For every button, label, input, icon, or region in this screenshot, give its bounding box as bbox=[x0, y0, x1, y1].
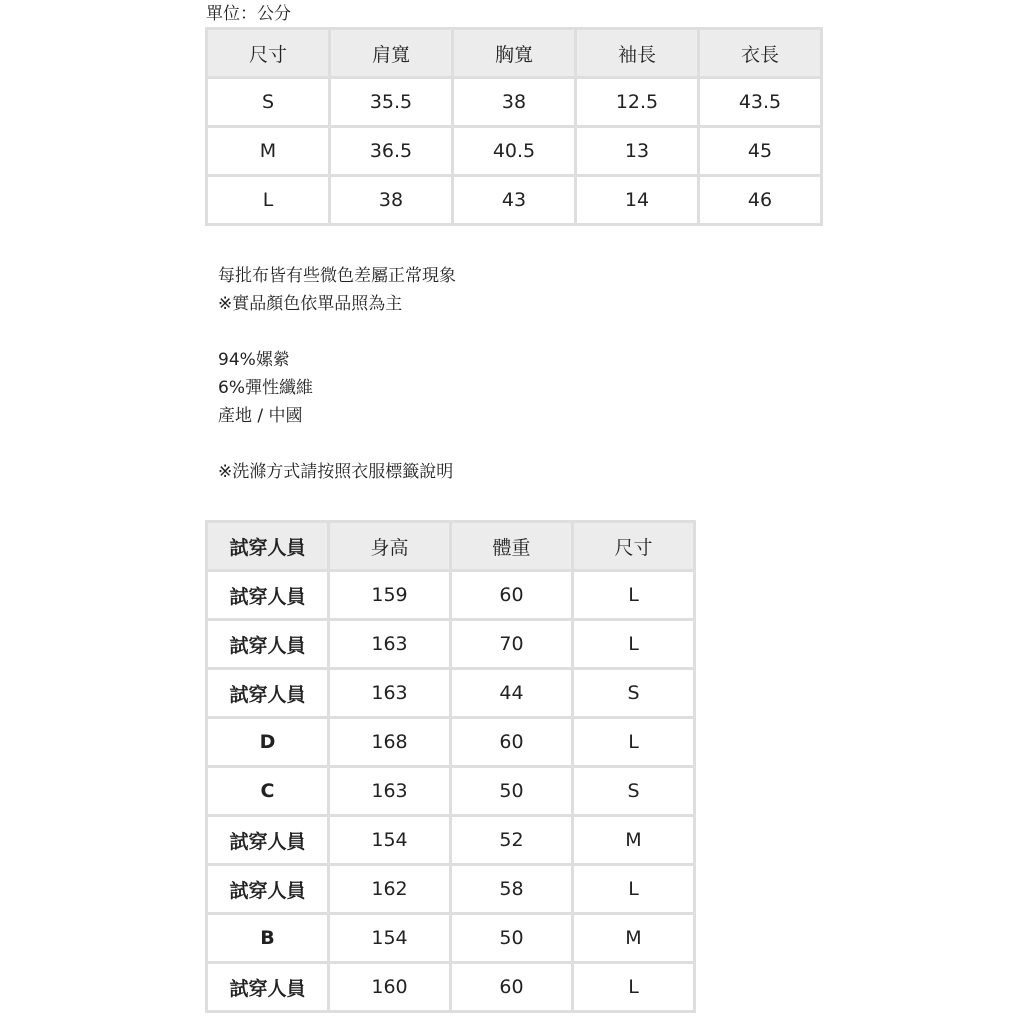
table-cell: L bbox=[573, 718, 695, 767]
table-cell: 44 bbox=[451, 669, 573, 718]
table-cell: L bbox=[573, 571, 695, 620]
model-table-header-row bbox=[207, 522, 695, 571]
table-cell: 試穿人員 bbox=[207, 669, 329, 718]
table-cell: M bbox=[207, 127, 330, 176]
color-note-2: ※實品顏色依單品照為主 bbox=[218, 294, 403, 314]
table-cell: 154 bbox=[329, 914, 451, 963]
header-chest-width: 胸寬 bbox=[453, 29, 576, 78]
table-row bbox=[207, 669, 695, 718]
table-cell: 160 bbox=[329, 963, 451, 1012]
table-row bbox=[207, 620, 695, 669]
table-row bbox=[207, 571, 695, 620]
table-cell: 168 bbox=[329, 718, 451, 767]
table-row bbox=[207, 865, 695, 914]
table-cell: 163 bbox=[329, 620, 451, 669]
table-cell: 60 bbox=[451, 963, 573, 1012]
table-row bbox=[207, 914, 695, 963]
table-row bbox=[207, 78, 822, 127]
table-cell: 50 bbox=[451, 767, 573, 816]
wash-note: ※洗滌方式請按照衣服標籤說明 bbox=[218, 462, 454, 482]
table-cell: 163 bbox=[329, 767, 451, 816]
table-cell: 162 bbox=[329, 865, 451, 914]
table-cell: L bbox=[207, 176, 330, 225]
table-cell: S bbox=[573, 767, 695, 816]
table-cell: L bbox=[573, 865, 695, 914]
header-sleeve-length: 袖長 bbox=[576, 29, 699, 78]
origin-line: 產地 / 中國 bbox=[218, 406, 303, 426]
table-cell: 159 bbox=[329, 571, 451, 620]
table-cell: 43 bbox=[453, 176, 576, 225]
table-cell: L bbox=[573, 963, 695, 1012]
table-cell: 38 bbox=[453, 78, 576, 127]
header-garment-length: 衣長 bbox=[699, 29, 822, 78]
table-cell: 52 bbox=[451, 816, 573, 865]
spacer bbox=[218, 430, 456, 458]
table-row bbox=[207, 816, 695, 865]
table-cell: 12.5 bbox=[576, 78, 699, 127]
table-cell: 50 bbox=[451, 914, 573, 963]
size-chart-table bbox=[205, 27, 823, 226]
spacer bbox=[218, 318, 456, 346]
size-chart-header-row bbox=[207, 29, 822, 78]
table-cell: C bbox=[207, 767, 329, 816]
table-cell: 36.5 bbox=[330, 127, 453, 176]
table-cell: 163 bbox=[329, 669, 451, 718]
table-cell: S bbox=[573, 669, 695, 718]
table-cell: 46 bbox=[699, 176, 822, 225]
table-cell: D bbox=[207, 718, 329, 767]
table-cell: 試穿人員 bbox=[207, 816, 329, 865]
model-fit-table bbox=[205, 520, 696, 1013]
table-cell: S bbox=[207, 78, 330, 127]
table-cell: M bbox=[573, 816, 695, 865]
header-height: 身高 bbox=[329, 522, 451, 571]
table-row bbox=[207, 718, 695, 767]
header-weight: 體重 bbox=[451, 522, 573, 571]
table-cell: 45 bbox=[699, 127, 822, 176]
table-row bbox=[207, 767, 695, 816]
table-cell: 60 bbox=[451, 718, 573, 767]
table-cell: 35.5 bbox=[330, 78, 453, 127]
table-cell: L bbox=[573, 620, 695, 669]
color-note-1: 每批布皆有些微色差屬正常現象 bbox=[218, 266, 456, 286]
table-cell: 13 bbox=[576, 127, 699, 176]
material-line-1: 94%嫘縈 bbox=[218, 350, 290, 370]
table-cell: 38 bbox=[330, 176, 453, 225]
table-cell: 154 bbox=[329, 816, 451, 865]
table-cell: 試穿人員 bbox=[207, 865, 329, 914]
table-cell: 試穿人員 bbox=[207, 571, 329, 620]
table-cell: 58 bbox=[451, 865, 573, 914]
table-row bbox=[207, 963, 695, 1012]
table-cell: 試穿人員 bbox=[207, 620, 329, 669]
table-cell: M bbox=[573, 914, 695, 963]
header-size: 尺寸 bbox=[207, 29, 330, 78]
product-notes bbox=[218, 262, 456, 486]
table-cell: 40.5 bbox=[453, 127, 576, 176]
table-cell: 60 bbox=[451, 571, 573, 620]
table-cell: B bbox=[207, 914, 329, 963]
table-cell: 試穿人員 bbox=[207, 963, 329, 1012]
header-shoulder-width: 肩寬 bbox=[330, 29, 453, 78]
table-cell: 43.5 bbox=[699, 78, 822, 127]
unit-label: 單位：公分 bbox=[206, 4, 291, 24]
header-model: 試穿人員 bbox=[207, 522, 329, 571]
header-size: 尺寸 bbox=[573, 522, 695, 571]
table-row bbox=[207, 127, 822, 176]
table-cell: 70 bbox=[451, 620, 573, 669]
material-line-2: 6%彈性纖維 bbox=[218, 378, 313, 398]
table-cell: 14 bbox=[576, 176, 699, 225]
table-row bbox=[207, 176, 822, 225]
